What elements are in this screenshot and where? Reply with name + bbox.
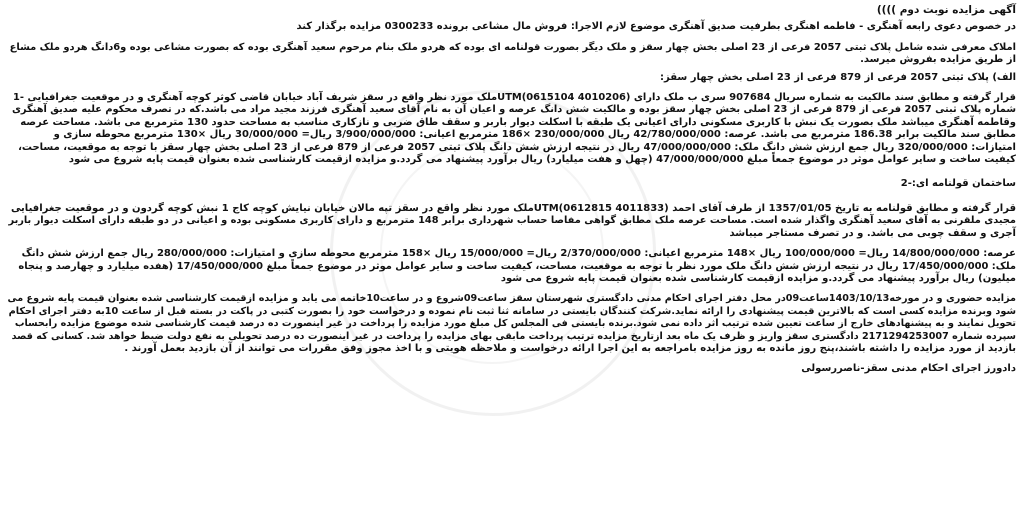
property-b-line: آجری و سقف چوبی می باشد. و در تصرف مستاجر میباشد <box>729 227 1016 239</box>
property-b-valuation <box>8 248 1016 285</box>
property-a-heading: الف) پلاک ثبتی 2057 فرعی از 879 فرعی از 23 اصلی بخش چهار سقز: <box>660 71 1016 83</box>
property-b-heading: ساختمان قولنامه ای:-2 <box>900 178 1016 190</box>
property-b-value-line: عرصه: 14/800/000/000 ریال= 100/000/000 ریال ×148 مترمربع اعیانی: 2/370/000/000 ریال= 15/000/000 ریال ×158 مترمربع محوطه سازی و امتیازات: 280/000/000 ریال جمع ارزش شش دانگ <box>21 248 1016 260</box>
auction-terms-line: مزایده حضوری و در مورخه1403/10/13ساعت09در محل دفتر اجرای احکام مدنی دادگستری شهرستان سقز ساعت09شروع و در ساعت10خاتمه می یابد و مزایده ازقیمت کارشناسی شده بعنوان قیمت پایه شروع می <box>7 293 1016 305</box>
property-a-line: مطابق سند مالکیت برابر 186.38 مترمربع می باشد. عرصه: 42/780/000/000 ریال 230/000/000 ×186 مترمربع اعیانی: 3/900/000/000 ریال= 30/000/000 ریال ×130 مترمربع محوطه سازی و <box>53 129 1016 141</box>
property-b-line: قرار گرفته و مطابق قولنامه به تاریخ 1357/01/05 از طرف آقای احمد UTM(0612815 4011833)ملک مورد نظر واقع در سقز تپه مالان خیابان نیایش کوچه کاج 1 نبش کوچه گردون و در موقعیت جغرافیایی <box>10 202 1016 214</box>
intro-line: املاک معرفی شده شامل پلاک ثبتی 2057 فرعی از 23 اصلی بخش چهار سقز و ملک دیگر بصورت قولنامه ای بوده که هردو ملک بنام مرحوم سعید آهنگری بوده که بصورت مشاعی بوده و6دانگ هردو ملک مشاع <box>9 41 1016 53</box>
intro-line: از طریق مزایده بفروش میرسد. <box>860 54 1016 66</box>
property-a-line: امتیازات: 320/000/000 ریال جمع ارزش شش دانگ ملک: 47/000/000/000 ریال در نتیجه ارزش شش دانگ پلاک ثبتی 2057 فرعی از 879 فرعی از 23 اصلی بخش چهار سقز با توجه به موقعیت، مساحت، <box>18 141 1016 153</box>
property-a-line: وقاطمه آهنگری میباشد ملک بصورت یک نبش با کاربری مسکونی دارای اعیانی یک طبقه با اسکلت دیوار باربر و سقف طاق ضربی و نازکاری مناسب به مساحت حدود 130 مترمربع می باشد. مساحت عرصه <box>20 116 1016 128</box>
signature: دادورز اجرای احکام مدنی سقز-ناصررسولی <box>801 363 1016 375</box>
property-b-value-line: ملک: 17/450/000/000 ریال در نتیجه ارزش شش دانگ ملک مورد نظر با توجه به موقعیت، مساحت، کیفیت ساخت و سایر عوامل موثر در موضوع جمعاً مبلغ 17/450/000/000 (هفده میلیارد و چهارصد و پنجاه <box>18 260 1016 272</box>
auction-terms-paragraph <box>8 293 1016 355</box>
property-a-line: قرار گرفته و مطابق سند مالکیت به شماره سریال 907684 سری ب ملک دارای UTM(0615104 4010206)ملک مورد نظر واقع در سقز شریف آباد خیابان قاضی کوثر کوچه آهنگری و در موقعیت جغرافیایی -1 <box>13 92 1016 104</box>
auction-terms-line: بازدید از مورد مزایده را داشته باشند،پنج روز مانده به روز مزایده بامراجعه به این اجرا ارائه درخواست و ملاحظه هویتی و با اخذ مجوز وفق مقررات می توانند از آن بازدید بعمل آورند . <box>124 342 1016 354</box>
property-b-paragraph <box>8 203 1016 240</box>
notice-subject: در خصوص دعوی رابعه آهنگری - فاطمه اهنگری بطرفیت صدیق آهنگری موضوع لازم الاجرا: فروش مال مشاعی برونده 0300233 مزایده برگذار کند <box>296 21 1016 33</box>
auction-terms-line: شود وبرنده مزایده کسی است که بالاترین قیمت پیشنهادی را ارائه نماید.شرکت کنندگان بایستی در سامانه ثنا ثبت نام نموده و درخواست خود را بصورت کتبی در پاکت در بسته قبل از ساعت 10به دفتر اجرای احکام <box>8 305 1016 317</box>
notice-title: آگهی مزایده نوبت دوم )))) <box>876 4 1016 16</box>
auction-terms-line: سپرده شماره 2171294253007 دادگستری سقز واریز و ظرف یک ماه بعد ازتاریخ مزایده ترتیب پرداخت مابقی بهای مزایده را پرداخت در غیر اینصورت ده درصد تحویلی به نفع دولت ضبط خواهد شد. کسانی که قصد <box>11 330 1016 342</box>
property-b-value-line: میلیون) ریال برآورد پیشنهاد می گردد.و مزایده ازقیمت کارشناسی شده بعنوان قیمت پایه شروع می شود <box>500 272 1016 284</box>
property-a-line: شماره پلاک ثبتی 2057 فرعی از 879 فرعی از 23 اصلی بخش چهار سقز بوده و مالکیت شش دانگ عرصه و اعیان آن به نام آقای سعید آهنگری فرزند مجید مراد می باشد.که در تصرف محکوم علیه صدیق آهنگری <box>11 104 1016 116</box>
auction-terms-line: تحویل نمایند و به پیشنهادهای خارج از ساعت تعیین شده ترتیب اثر داده نمی شود.برنده بایستی فی المجلس کل مبلغ مورد مزایده را پرداخت در غیر اینصورت ده درصد قیمت کارشناسی شده موضوع مزایده رابحساب <box>14 318 1016 330</box>
intro-paragraph <box>8 42 1016 67</box>
property-a-paragraph <box>8 92 1016 166</box>
property-b-line: مجیدی ملقرنی به آقای سعید آهنگری واگذار شده است. مساحت عرصه ملک مطابق گواهی مفاصا حساب شهرداری برابر 148 مترمربع و دارای کاربری مسکونی بوده و اعیانی در دو طبقه دارای اسکلت دیوار باربر <box>8 215 1016 227</box>
property-a-line: کیفیت ساخت و سایر عوامل موثر در موضوع جمعاً مبلغ 47/000/000/000 (چهل و هفت میلیارد) ریال برآورد پیشنهاد می گردد.و مزایده ازقیمت کارشناسی شده بعنوان قیمت پایه شروع می شود <box>68 154 1016 166</box>
